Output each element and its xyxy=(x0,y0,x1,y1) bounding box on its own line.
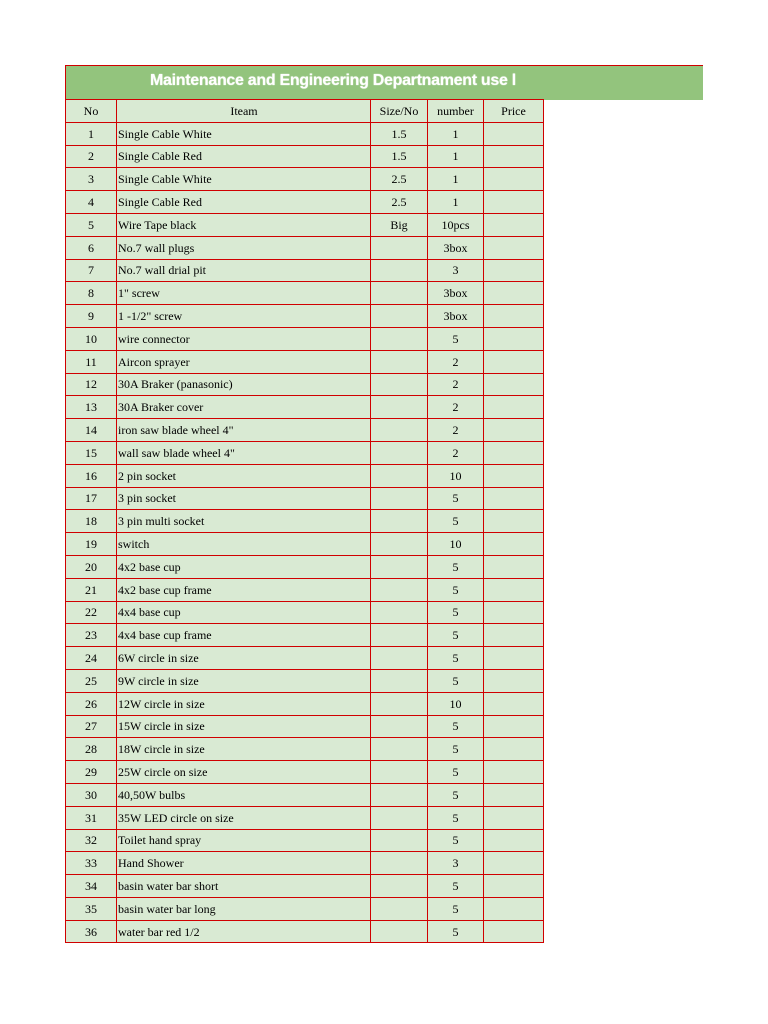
table-row xyxy=(66,806,544,829)
cell-price[interactable] xyxy=(484,692,544,715)
inventory-table xyxy=(65,99,544,943)
cell-number[interactable]: 1 xyxy=(428,168,484,191)
cell-item[interactable]: 18W circle in size xyxy=(117,738,371,761)
cell-number[interactable]: 5 xyxy=(428,510,484,533)
table-row xyxy=(66,145,544,168)
table-body xyxy=(66,122,544,943)
cell-number[interactable]: 5 xyxy=(428,715,484,738)
cell-no[interactable]: 35 xyxy=(66,897,117,920)
cell-item[interactable]: 35W LED circle on size xyxy=(117,806,371,829)
cell-no[interactable]: 17 xyxy=(66,487,117,510)
cell-item[interactable]: 4x2 base cup frame xyxy=(117,578,371,601)
cell-item[interactable]: 9W circle in size xyxy=(117,669,371,692)
cell-size[interactable]: 1.5 xyxy=(371,145,428,168)
table-row xyxy=(66,213,544,236)
cell-price[interactable] xyxy=(484,555,544,578)
cell-item[interactable]: Aircon sprayer xyxy=(117,350,371,373)
cell-no[interactable]: 4 xyxy=(66,191,117,214)
cell-price[interactable] xyxy=(484,464,544,487)
cell-price[interactable] xyxy=(484,168,544,191)
cell-item[interactable]: 3 pin multi socket xyxy=(117,510,371,533)
cell-number[interactable]: 5 xyxy=(428,761,484,784)
cell-item[interactable]: Single Cable Red xyxy=(117,145,371,168)
cell-item[interactable]: 40,50W bulbs xyxy=(117,783,371,806)
cell-number[interactable]: 10 xyxy=(428,464,484,487)
cell-size[interactable] xyxy=(371,350,428,373)
cell-no[interactable]: 15 xyxy=(66,441,117,464)
cell-size[interactable] xyxy=(371,624,428,647)
cell-price[interactable] xyxy=(484,875,544,898)
cell-size[interactable] xyxy=(371,533,428,556)
cell-number[interactable]: 5 xyxy=(428,669,484,692)
cell-size[interactable] xyxy=(371,601,428,624)
cell-number[interactable]: 5 xyxy=(428,806,484,829)
cell-item[interactable]: 2 pin socket xyxy=(117,464,371,487)
cell-price[interactable] xyxy=(484,601,544,624)
cell-item[interactable]: 12W circle in size xyxy=(117,692,371,715)
cell-no[interactable]: 14 xyxy=(66,419,117,442)
cell-price[interactable] xyxy=(484,897,544,920)
cell-price[interactable] xyxy=(484,533,544,556)
cell-item[interactable]: wall saw blade wheel 4" xyxy=(117,441,371,464)
cell-price[interactable] xyxy=(484,624,544,647)
table-row xyxy=(66,715,544,738)
header-size[interactable]: Size/No xyxy=(371,100,428,123)
table-row xyxy=(66,259,544,282)
cell-size[interactable] xyxy=(371,510,428,533)
table-row xyxy=(66,441,544,464)
cell-item[interactable]: switch xyxy=(117,533,371,556)
cell-no[interactable]: 31 xyxy=(66,806,117,829)
cell-price[interactable] xyxy=(484,510,544,533)
cell-price[interactable] xyxy=(484,806,544,829)
cell-price[interactable] xyxy=(484,191,544,214)
cell-number[interactable]: 5 xyxy=(428,920,484,943)
cell-no[interactable]: 30 xyxy=(66,783,117,806)
cell-price[interactable] xyxy=(484,213,544,236)
cell-price[interactable] xyxy=(484,852,544,875)
cell-number[interactable]: 5 xyxy=(428,601,484,624)
table-row xyxy=(66,692,544,715)
cell-item[interactable]: 25W circle on size xyxy=(117,761,371,784)
cell-number[interactable]: 1 xyxy=(428,145,484,168)
cell-size[interactable] xyxy=(371,259,428,282)
cell-item[interactable]: Hand Shower xyxy=(117,852,371,875)
cell-no[interactable]: 19 xyxy=(66,533,117,556)
cell-item[interactable]: No.7 wall plugs xyxy=(117,236,371,259)
cell-item[interactable]: 30A Braker cover xyxy=(117,396,371,419)
cell-price[interactable] xyxy=(484,761,544,784)
table-row xyxy=(66,487,544,510)
cell-price[interactable] xyxy=(484,305,544,328)
cell-number[interactable]: 10pcs xyxy=(428,213,484,236)
title-clip xyxy=(66,66,546,99)
header-item[interactable]: Iteam xyxy=(117,100,371,123)
cell-number[interactable]: 3box xyxy=(428,305,484,328)
cell-size[interactable] xyxy=(371,578,428,601)
cell-number[interactable]: 5 xyxy=(428,647,484,670)
table-row xyxy=(66,464,544,487)
cell-item[interactable]: 6W circle in size xyxy=(117,647,371,670)
cell-number[interactable]: 2 xyxy=(428,396,484,419)
cell-price[interactable] xyxy=(484,783,544,806)
cell-price[interactable] xyxy=(484,396,544,419)
cell-price[interactable] xyxy=(484,282,544,305)
cell-size[interactable] xyxy=(371,783,428,806)
cell-price[interactable] xyxy=(484,738,544,761)
cell-no[interactable]: 21 xyxy=(66,578,117,601)
table-row xyxy=(66,396,544,419)
cell-item[interactable]: 30A Braker (panasonic) xyxy=(117,373,371,396)
cell-number[interactable]: 5 xyxy=(428,555,484,578)
cell-price[interactable] xyxy=(484,122,544,145)
cell-no[interactable]: 6 xyxy=(66,236,117,259)
cell-price[interactable] xyxy=(484,487,544,510)
table-row xyxy=(66,761,544,784)
cell-no[interactable]: 36 xyxy=(66,920,117,943)
cell-no[interactable]: 24 xyxy=(66,647,117,670)
cell-item[interactable]: basin water bar short xyxy=(117,875,371,898)
cell-number[interactable]: 1 xyxy=(428,191,484,214)
table-row xyxy=(66,829,544,852)
cell-price[interactable] xyxy=(484,441,544,464)
cell-no[interactable]: 11 xyxy=(66,350,117,373)
cell-price[interactable] xyxy=(484,419,544,442)
cell-number[interactable]: 5 xyxy=(428,738,484,761)
table-row xyxy=(66,419,544,442)
cell-size[interactable] xyxy=(371,806,428,829)
cell-item[interactable]: 3 pin socket xyxy=(117,487,371,510)
cell-number[interactable]: 10 xyxy=(428,692,484,715)
table-row xyxy=(66,875,544,898)
cell-item[interactable]: Single Cable White xyxy=(117,168,371,191)
table-row xyxy=(66,669,544,692)
cell-price[interactable] xyxy=(484,829,544,852)
cell-number[interactable]: 3box xyxy=(428,236,484,259)
sheet-title: Maintenance and Engineering Departnament use l xyxy=(150,72,516,89)
cell-no[interactable]: 22 xyxy=(66,601,117,624)
cell-no[interactable]: 27 xyxy=(66,715,117,738)
cell-price[interactable] xyxy=(484,669,544,692)
cell-size[interactable] xyxy=(371,396,428,419)
cell-size[interactable] xyxy=(371,897,428,920)
cell-size[interactable] xyxy=(371,669,428,692)
cell-number[interactable]: 5 xyxy=(428,897,484,920)
table-row xyxy=(66,236,544,259)
cell-no[interactable]: 2 xyxy=(66,145,117,168)
cell-size[interactable] xyxy=(371,738,428,761)
header-price[interactable]: Price xyxy=(484,100,544,123)
cell-size[interactable] xyxy=(371,692,428,715)
cell-no[interactable]: 9 xyxy=(66,305,117,328)
cell-item[interactable]: Single Cable Red xyxy=(117,191,371,214)
cell-no[interactable]: 8 xyxy=(66,282,117,305)
cell-size[interactable]: Big xyxy=(371,213,428,236)
cell-item[interactable]: iron saw blade wheel 4" xyxy=(117,419,371,442)
cell-size[interactable]: 1.5 xyxy=(371,122,428,145)
cell-price[interactable] xyxy=(484,327,544,350)
cell-size[interactable] xyxy=(371,852,428,875)
table-row xyxy=(66,305,544,328)
cell-size[interactable] xyxy=(371,829,428,852)
cell-number[interactable]: 2 xyxy=(428,350,484,373)
cell-no[interactable]: 33 xyxy=(66,852,117,875)
cell-number[interactable]: 5 xyxy=(428,578,484,601)
cell-number[interactable]: 5 xyxy=(428,783,484,806)
title-banner xyxy=(65,65,703,100)
header-no[interactable]: No xyxy=(66,100,117,123)
cell-price[interactable] xyxy=(484,259,544,282)
cell-size[interactable]: 2.5 xyxy=(371,168,428,191)
cell-number[interactable]: 5 xyxy=(428,487,484,510)
table-row xyxy=(66,373,544,396)
cell-item[interactable]: 1" screw xyxy=(117,282,371,305)
cell-number[interactable]: 1 xyxy=(428,122,484,145)
table-row xyxy=(66,738,544,761)
cell-size[interactable] xyxy=(371,441,428,464)
cell-no[interactable]: 23 xyxy=(66,624,117,647)
table-row xyxy=(66,282,544,305)
cell-item[interactable]: Single Cable White xyxy=(117,122,371,145)
cell-size[interactable] xyxy=(371,761,428,784)
cell-number[interactable]: 5 xyxy=(428,327,484,350)
cell-size[interactable] xyxy=(371,875,428,898)
cell-price[interactable] xyxy=(484,373,544,396)
cell-number[interactable]: 3box xyxy=(428,282,484,305)
table-row xyxy=(66,327,544,350)
table-row xyxy=(66,852,544,875)
cell-no[interactable]: 16 xyxy=(66,464,117,487)
table-row xyxy=(66,122,544,145)
cell-no[interactable]: 12 xyxy=(66,373,117,396)
cell-size[interactable] xyxy=(371,487,428,510)
table-row xyxy=(66,783,544,806)
cell-size[interactable]: 2.5 xyxy=(371,191,428,214)
cell-number[interactable]: 2 xyxy=(428,419,484,442)
cell-number[interactable]: 5 xyxy=(428,624,484,647)
cell-no[interactable]: 18 xyxy=(66,510,117,533)
cell-no[interactable]: 7 xyxy=(66,259,117,282)
cell-no[interactable]: 28 xyxy=(66,738,117,761)
cell-item[interactable]: 4x2 base cup xyxy=(117,555,371,578)
cell-item[interactable]: 4x4 base cup frame xyxy=(117,624,371,647)
table-row xyxy=(66,920,544,943)
cell-item[interactable]: Toilet hand spray xyxy=(117,829,371,852)
table-row xyxy=(66,578,544,601)
cell-size[interactable] xyxy=(371,282,428,305)
table-row xyxy=(66,624,544,647)
cell-item[interactable]: basin water bar long xyxy=(117,897,371,920)
cell-item[interactable]: water bar red 1/2 xyxy=(117,920,371,943)
cell-number[interactable]: 2 xyxy=(428,373,484,396)
cell-item[interactable]: Wire Tape black xyxy=(117,213,371,236)
cell-no[interactable]: 29 xyxy=(66,761,117,784)
table-row xyxy=(66,350,544,373)
cell-size[interactable] xyxy=(371,327,428,350)
table-row xyxy=(66,510,544,533)
table-row xyxy=(66,168,544,191)
cell-no[interactable]: 20 xyxy=(66,555,117,578)
cell-number[interactable]: 2 xyxy=(428,441,484,464)
cell-number[interactable]: 3 xyxy=(428,259,484,282)
cell-no[interactable]: 10 xyxy=(66,327,117,350)
cell-size[interactable] xyxy=(371,305,428,328)
cell-price[interactable] xyxy=(484,647,544,670)
cell-price[interactable] xyxy=(484,350,544,373)
table-row xyxy=(66,555,544,578)
cell-item[interactable]: 15W circle in size xyxy=(117,715,371,738)
cell-no[interactable]: 5 xyxy=(66,213,117,236)
cell-price[interactable] xyxy=(484,715,544,738)
cell-no[interactable]: 1 xyxy=(66,122,117,145)
cell-no[interactable]: 26 xyxy=(66,692,117,715)
cell-no[interactable]: 34 xyxy=(66,875,117,898)
cell-size[interactable] xyxy=(371,647,428,670)
cell-no[interactable]: 3 xyxy=(66,168,117,191)
cell-item[interactable]: No.7 wall drial pit xyxy=(117,259,371,282)
cell-number[interactable]: 5 xyxy=(428,875,484,898)
cell-size[interactable] xyxy=(371,419,428,442)
table-row xyxy=(66,533,544,556)
header-row xyxy=(66,100,544,123)
cell-size[interactable] xyxy=(371,920,428,943)
cell-price[interactable] xyxy=(484,920,544,943)
cell-price[interactable] xyxy=(484,145,544,168)
table-row xyxy=(66,647,544,670)
cell-size[interactable] xyxy=(371,236,428,259)
cell-size[interactable] xyxy=(371,464,428,487)
cell-number[interactable]: 10 xyxy=(428,533,484,556)
table-row xyxy=(66,601,544,624)
cell-item[interactable]: wire connector xyxy=(117,327,371,350)
cell-price[interactable] xyxy=(484,578,544,601)
cell-item[interactable]: 1 -1/2" screw xyxy=(117,305,371,328)
cell-item[interactable]: 4x4 base cup xyxy=(117,601,371,624)
cell-number[interactable]: 5 xyxy=(428,829,484,852)
cell-price[interactable] xyxy=(484,236,544,259)
cell-number[interactable]: 3 xyxy=(428,852,484,875)
cell-size[interactable] xyxy=(371,373,428,396)
cell-size[interactable] xyxy=(371,555,428,578)
table-row xyxy=(66,897,544,920)
cell-no[interactable]: 25 xyxy=(66,669,117,692)
cell-no[interactable]: 13 xyxy=(66,396,117,419)
table-row xyxy=(66,191,544,214)
header-number[interactable]: number xyxy=(428,100,484,123)
cell-size[interactable] xyxy=(371,715,428,738)
cell-no[interactable]: 32 xyxy=(66,829,117,852)
